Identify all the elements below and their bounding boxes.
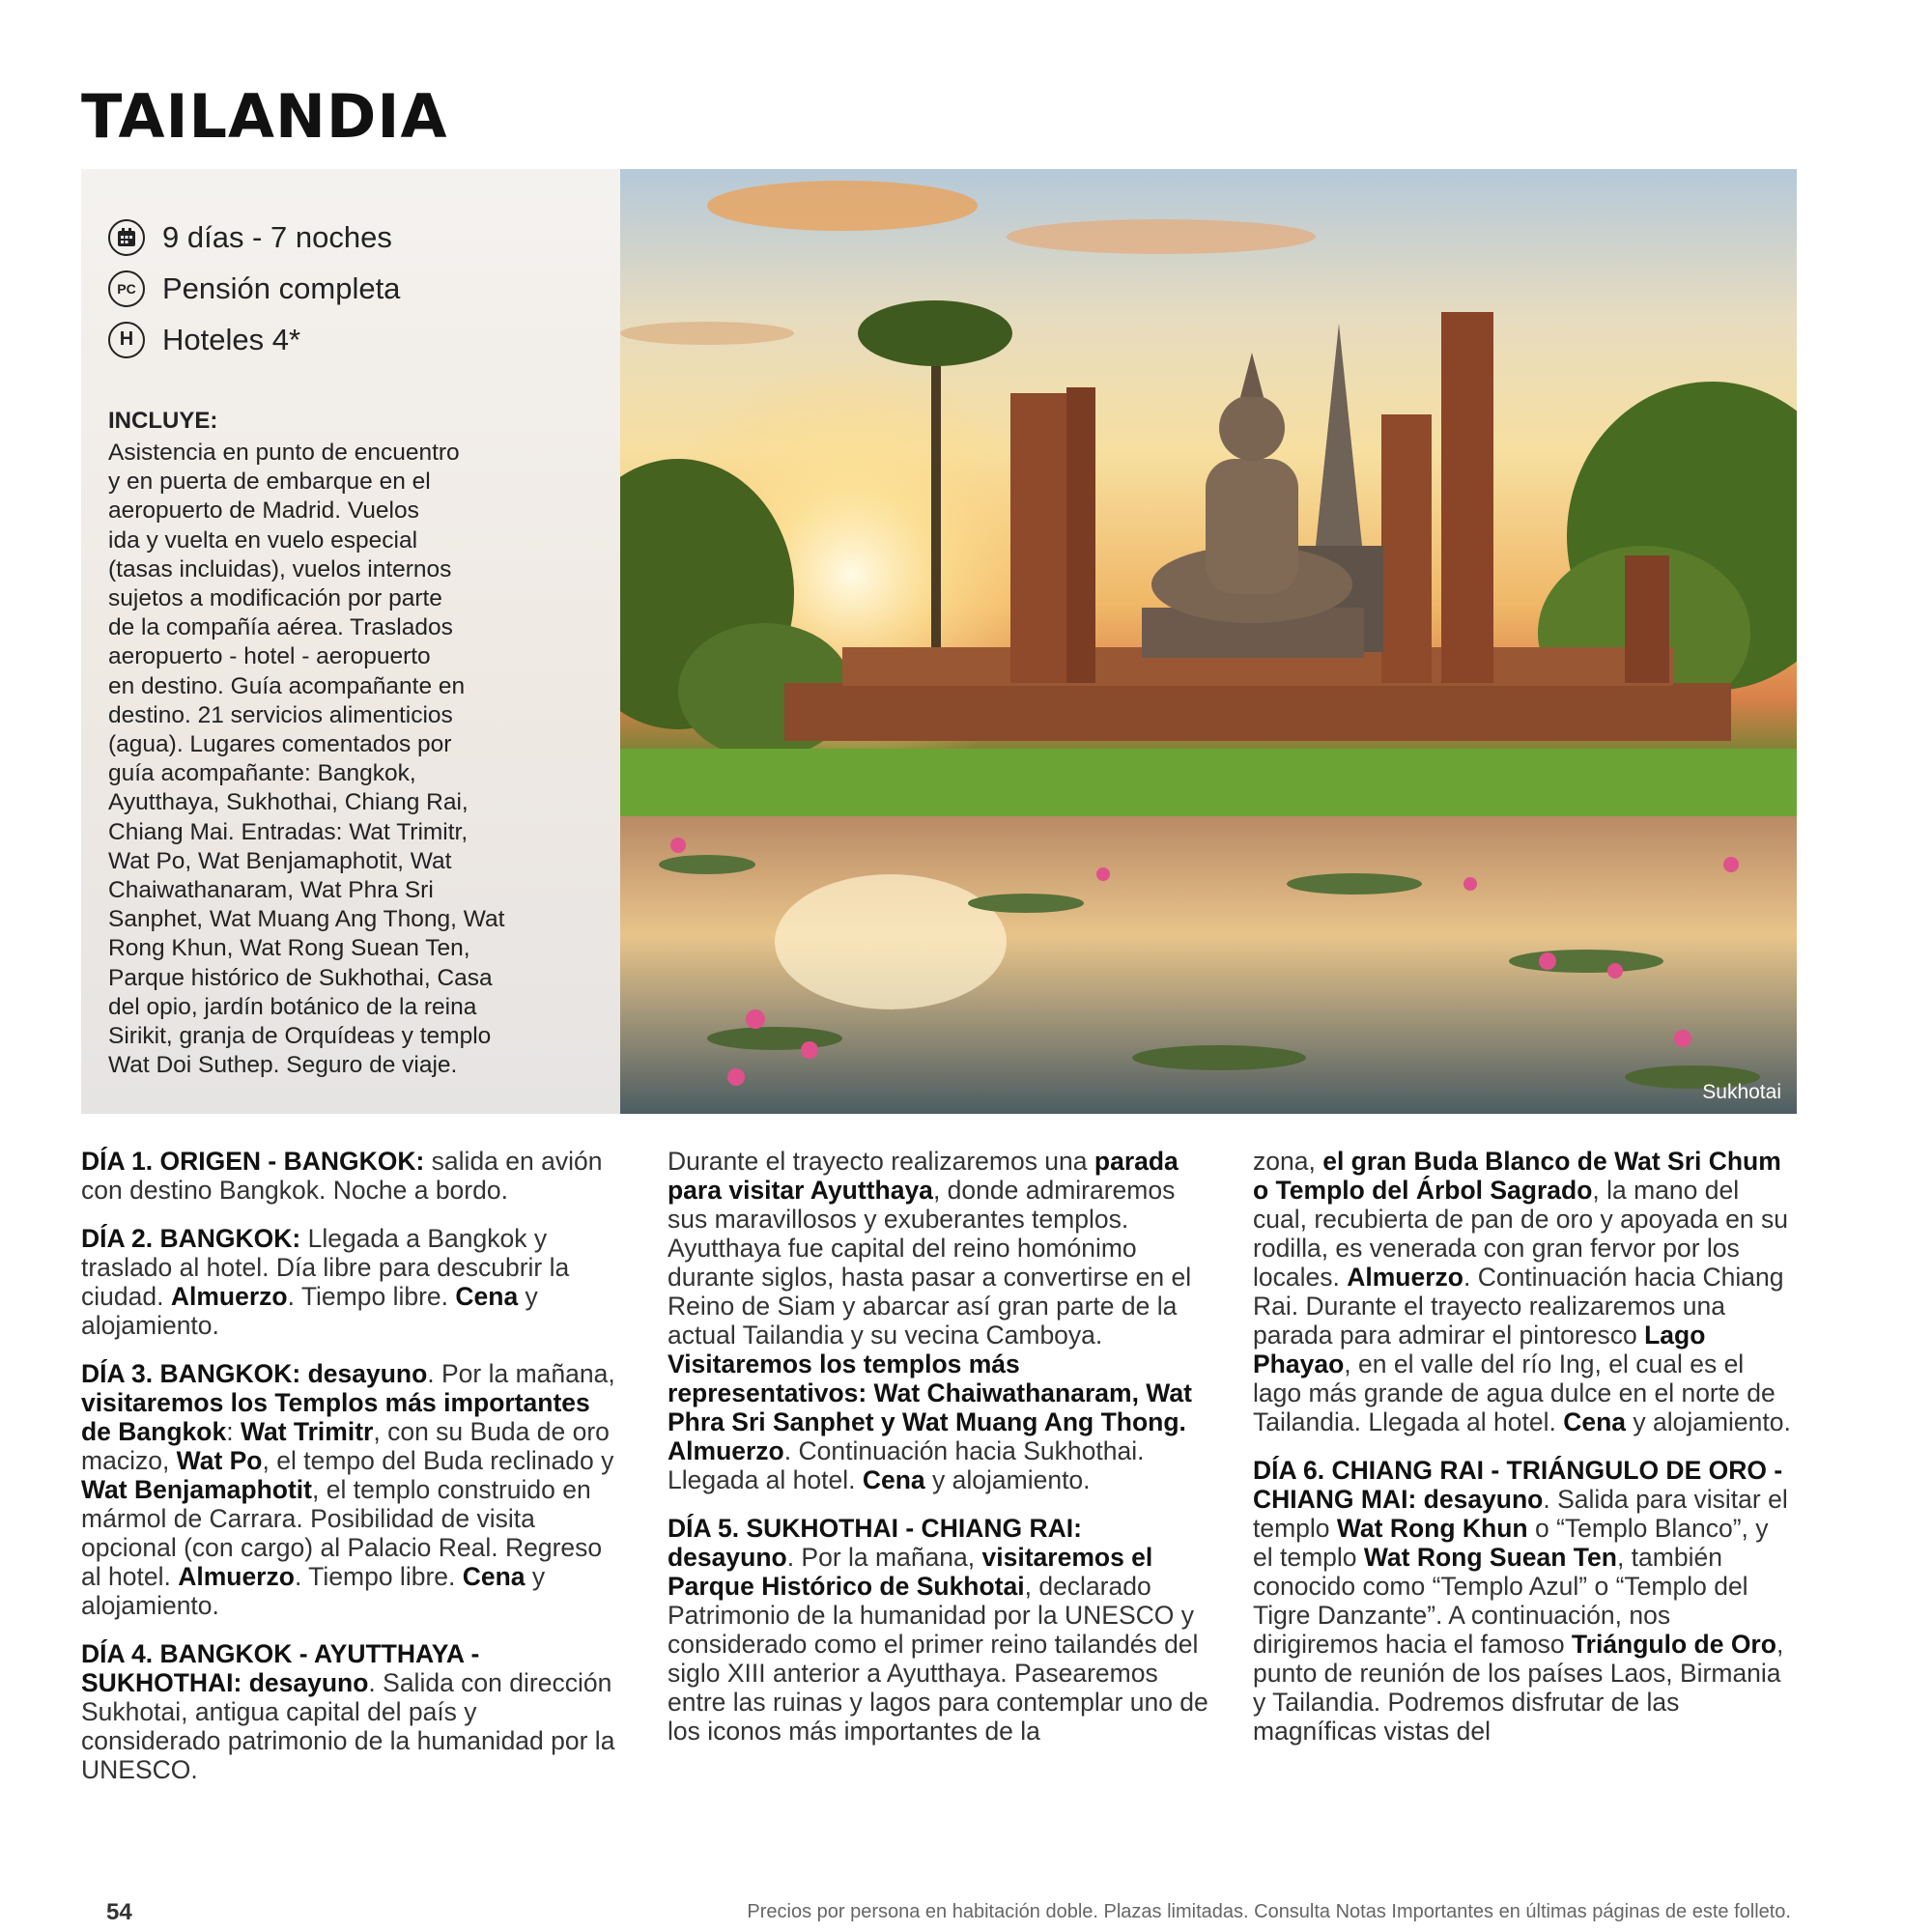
day-2: DÍA 2. BANGKOK: Llegada a Bangkok y traslado al hotel. Día libre para descubrir la ciudad. Almuerzo. Tiempo libre. Cena y alojamiento. <box>81 1224 570 1340</box>
lily-pad <box>1287 873 1422 895</box>
hero-section <box>81 169 1797 1114</box>
palm-leaves <box>858 300 1012 366</box>
stupa <box>1316 324 1362 546</box>
includes-line: y en puerta de embarque en el <box>108 469 431 496</box>
day-6: DÍA 6. CHIANG RAI - TRIÁNGULO DE ORO - CHIANG MAI: desayuno. Salida para visitar el templo Wat Rong Khun o “Templo Blanco”, y el templo Wat Rong Suean Ten, también conocido como “Templo Azul” o “Templo del Tigre Danzante”. A continuación, nos dirigiremos hacia el famoso Triángulo de Oro, punto de reunión de los países Laos, Birmania y Tailandia. Podremos disfrutar de las magníficas vistas del <box>1253 1456 1788 1746</box>
ruin-pillar <box>1625 555 1669 683</box>
sun-reflection <box>775 874 1007 1009</box>
lily-pad <box>968 894 1084 913</box>
itinerary-column-1 <box>81 1147 622 1804</box>
buddha-head <box>1219 395 1285 461</box>
feature-board <box>108 263 597 314</box>
ruin-pillar <box>1010 393 1068 683</box>
includes-line: Asistencia en punto de encuentro <box>108 440 460 466</box>
includes-line: Wat Doi Suthep. Seguro de viaje. <box>108 1052 458 1079</box>
includes-line: destino. 21 servicios alimenticios <box>108 701 453 728</box>
lotus-flower <box>1723 857 1739 872</box>
lotus-flower <box>1539 952 1556 970</box>
feature-hotels-text: Hoteles 4* <box>162 322 301 356</box>
day-4: DÍA 4. BANGKOK - AYUTTHAYA - SUKHOTHAI: desayuno. Salida con dirección Sukhotai, antigua capital del país y considerado patrimonio de la humanidad por la UNESCO. <box>81 1639 615 1784</box>
feature-board-text: Pensión completa <box>162 270 401 305</box>
lotus-flower <box>670 838 686 853</box>
day-3: DÍA 3. BANGKOK: desayuno. Por la mañana, visitaremos los Templos más importantes de Bangkok: Wat Trimitr, con su Buda de oro macizo, Wat Po, el tempo del Buda reclinado y Wat Benjamaphotit, el templo construido en mármol de Carrara. Posibilidad de visita opcional (con cargo) al Palacio Real. Regreso al hotel. Almuerzo. Tiempo libre. Cena y alojamiento. <box>81 1359 615 1620</box>
feature-duration <box>108 212 597 263</box>
lotus-flower <box>727 1068 745 1086</box>
temple-platform <box>784 683 1731 741</box>
day-1: DÍA 1. ORIGEN - BANGKOK: salida en avión con destino Bangkok. Noche a bordo. <box>81 1147 603 1205</box>
includes-line: Chiang Mai. Entradas: Wat Trimitr, <box>108 818 469 845</box>
includes-line: de la compañía aérea. Traslados <box>108 614 453 641</box>
cloud <box>707 181 978 231</box>
includes-heading: INCLUYE: <box>108 408 218 434</box>
includes-line: Ayutthaya, Sukhothai, Chiang Rai, <box>108 789 469 816</box>
includes-line: (tasas incluidas), vuelos internos <box>108 555 452 582</box>
ruin-pillar <box>1066 387 1095 683</box>
trip-summary-panel <box>81 169 620 1114</box>
lotus-flower <box>746 1009 765 1029</box>
includes-line: sujetos a modificación por parte <box>108 585 442 612</box>
cloud <box>620 322 794 345</box>
includes-line: del opio, jardín botánico de la reina <box>108 993 477 1020</box>
includes-line: Sirikit, granja de Orquídeas y templo <box>108 1023 492 1050</box>
ruin-pillar <box>1381 414 1432 683</box>
lily-pad <box>707 1027 842 1050</box>
calendar-icon <box>108 219 145 256</box>
itinerary-column-3 <box>1253 1147 1794 1765</box>
buddha-crown <box>1240 353 1264 397</box>
hotel-icon: H <box>108 322 145 358</box>
lily-pad <box>659 855 755 874</box>
includes-text <box>108 439 597 1080</box>
lotus-flower <box>1607 963 1623 979</box>
lotus-flower <box>1463 877 1477 891</box>
lotus-flower <box>1096 867 1110 881</box>
lily-pad <box>1132 1045 1306 1070</box>
footer-note: Precios por persona en habitación doble. Plazas limitadas. Consulta Notas Importantes en últimas páginas de este folleto. <box>747 1901 1791 1922</box>
page-title: TAILANDIA <box>81 81 448 152</box>
buddha-torso <box>1206 459 1298 594</box>
palm-trunk <box>931 324 941 671</box>
day-5: DÍA 5. SUKHOTHAI - CHIANG RAI: desayuno. Por la mañana, visitaremos el Parque Histórico de Sukhotai, declarado Patrimonio de la humanidad por la UNESCO y considerado como el primer reino tailandés del siglo XIII anterior a Ayutthaya. Pasearemos entre las ruinas y lagos para contemplar uno de los iconos más importantes de la <box>668 1514 1208 1746</box>
lily-pad <box>1509 950 1663 973</box>
includes-line: en destino. Guía acompañante en <box>108 672 466 699</box>
includes-line: (agua). Lugares comentados por <box>108 731 452 758</box>
includes-line: Rong Khun, Wat Rong Suean Ten, <box>108 935 470 962</box>
temple-illustration <box>620 169 1797 1114</box>
includes-line: ida y vuelta en vuelo especial <box>108 526 418 554</box>
lotus-flower <box>1674 1030 1691 1047</box>
sukhothai-temple-photo <box>620 169 1797 1114</box>
includes-line: Sanphet, Wat Muang Ang Thong, Wat <box>108 906 505 933</box>
cloud <box>1007 219 1316 254</box>
feature-duration-text: 9 días - 7 noches <box>162 219 392 254</box>
day-4-continued: Durante el trayecto realizaremos una parada para visitar Ayutthaya, donde admiraremos sus maravillosos y exuberantes templos. Ayutthaya fue capital del reino homónimo durante siglos, hasta pasar a convertirse en el Reino de Siam y abarcar así gran parte de la actual Tailandia y su vecina Camboya. Visitaremos los templos más representativos: Wat Chaiwathanaram, Wat Phra Sri Sanphet y Wat Muang Ang Thong. Almuerzo. Continuación hacia Sukhothai. Llegada al hotel. Cena y alojamiento. <box>668 1147 1192 1494</box>
photo-caption: Sukhotai <box>1702 1081 1781 1103</box>
includes-line: Parque histórico de Sukhothai, Casa <box>108 964 493 991</box>
includes-line: Chaiwathanaram, Wat Phra Sri <box>108 877 434 904</box>
lawn <box>620 749 1797 816</box>
includes-line: Wat Po, Wat Benjamaphotit, Wat <box>108 847 452 874</box>
feature-hotels <box>108 314 597 365</box>
day-5-continued: zona, el gran Buda Blanco de Wat Sri Chum o Templo del Árbol Sagrado, la mano del cual, recubierta de pan de oro y apoyada en su rodilla, es venerada con gran fervor por los locales. Almuerzo. Continuación hacia Chiang Rai. Durante el trayecto realizaremos una parada para admirar el pintoresco Lago Phayao, en el valle del río Ing, el cual es el lago más grande de agua dulce en el norte de Tailandia. Llegada al hotel. Cena y alojamiento. <box>1253 1147 1791 1436</box>
ruin-pillar <box>1441 312 1493 683</box>
lotus-flower <box>801 1041 818 1059</box>
includes-line: aeropuerto - hotel - aeropuerto <box>108 643 431 670</box>
itinerary-column-2 <box>668 1147 1208 1765</box>
includes-line: guía acompañante: Bangkok, <box>108 760 416 787</box>
page-number: 54 <box>106 1899 132 1925</box>
includes-line: aeropuerto de Madrid. Vuelos <box>108 497 419 525</box>
pc-icon: PC <box>108 270 145 307</box>
